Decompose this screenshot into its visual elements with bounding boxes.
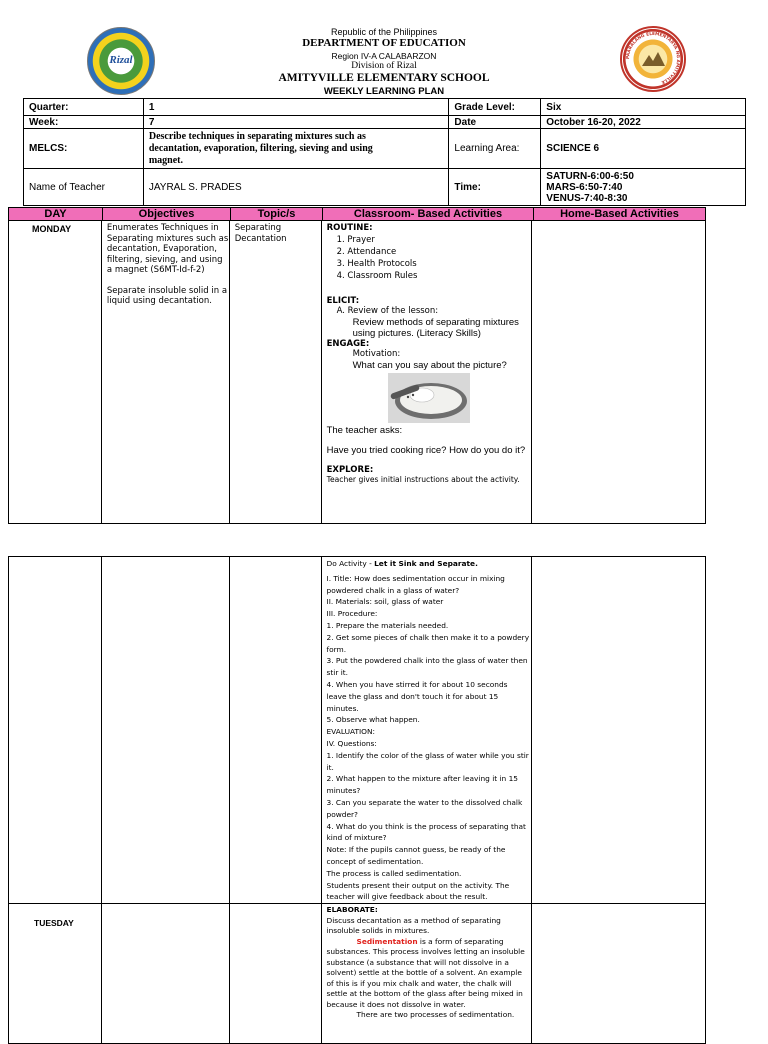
routine-list (327, 234, 532, 282)
routine-title: ROUTINE: (326, 223, 373, 233)
time-saturn: SATURN-6:00-6:50 (546, 170, 634, 182)
activity-line: 3. Can you separate the water to the dissolved chalk powder? (326, 797, 523, 819)
sedimentation-paragraph (327, 937, 530, 1011)
grade-label: Grade Level: (449, 99, 541, 116)
elaborate-text: Discuss decantation as a method of separating insoluble solids in mixtures. (326, 915, 501, 936)
continued-day (9, 557, 102, 904)
time-label: Time: (449, 169, 541, 206)
explore-text: Teacher gives initial instructions about the activity. (326, 475, 520, 484)
monday-home (532, 221, 706, 524)
republic-line: Republic of the Philippines (330, 27, 438, 37)
activity-line: 1. Prepare the materials needed. (326, 620, 449, 630)
tuesday-topics (229, 904, 321, 1044)
plan-title: WEEKLY LEARNING PLAN (323, 86, 445, 97)
teacher-asks: The teacher asks: (326, 424, 403, 436)
activity-line: 2. What happen to the mixture after leaving it in 15 minutes? (326, 774, 518, 796)
melcs-label: MELCS: (24, 129, 144, 169)
explore-title: EXPLORE: (326, 464, 374, 475)
activity-line: 5. Observe what happen. (326, 715, 420, 725)
activity-line: 4. When you have stirred it for about 10 seconds leave the glass and don't touch it for about 15 minutes. (326, 679, 508, 713)
date-value: October 16-20, 2022 (541, 116, 746, 129)
sedimentation-text: is a form of separating substances. This process involves letting an insoluble substance (a substance that will not dissolve in a solvent) settle at the bottle of a solvent. An example of this is if you mix chalk and water, the chalk will settle at the bottom of the glass after being mixed in because it does not dissolve in water. (326, 936, 525, 1009)
melcs-value: Describe techniques in separating mixtures such as decantation, evaporation, filtering, sieving and using magnet. (143, 129, 449, 169)
elaborate-title: ELABORATE: (326, 905, 378, 915)
grade-value: Six (541, 99, 746, 116)
division-line: Division of Rizal (351, 61, 417, 71)
time-venus: VENUS-7:40-8:30 (546, 192, 628, 204)
time-values (541, 169, 746, 206)
col-objectives: Objectives (102, 208, 230, 220)
activity-line: Note: If the pupils cannot guess, be ready of the concept of sedimentation. (326, 845, 506, 866)
continued-table (8, 556, 706, 1044)
activity-line: III. Procedure: (326, 609, 378, 619)
activity-prefix: Do Activity - (326, 559, 375, 568)
area-label: Learning Area: (449, 129, 541, 169)
topic-2: Decantation (234, 233, 287, 244)
monday-topics (229, 221, 321, 524)
engage-title: ENGAGE: (326, 338, 370, 349)
school-name: AMITYVILLE ELEMENTARY SCHOOL (278, 72, 490, 84)
elicit-a: A. Review of the lesson: (336, 306, 439, 316)
col-day: DAY (44, 208, 67, 220)
department-line: DEPARTMENT OF EDUCATION (302, 37, 466, 49)
time-mars: MARS-6:50-7:40 (546, 181, 623, 193)
elicit-title: ELICIT: (326, 295, 360, 306)
monday-objectives (101, 221, 229, 524)
continued-topics (229, 557, 321, 904)
continued-objectives (101, 557, 229, 904)
tuesday-label: TUESDAY (34, 918, 74, 929)
continued-home (532, 557, 706, 904)
elicit-text: Review methods of separating mixtures using pictures. (Literacy Skills) (352, 316, 519, 339)
routine-item: 4. Classroom Rules (336, 270, 418, 281)
week-label: Week: (24, 116, 144, 129)
tuesday-objectives (101, 904, 229, 1044)
svg-text:PAARALANG ELEMENTARYA NG AMITY: PAARALANG ELEMENTARYA NG AMITYVILLE (625, 31, 681, 85)
activity-line: IV. Questions: (326, 738, 377, 748)
quarter-label: Quarter: (24, 99, 144, 116)
division-logo-text: Rizal (109, 54, 133, 66)
activity-line: II. Materials: soil, glass of water (326, 597, 444, 607)
activity-line: 4. What do you think is the process of separating that kind of mixture? (326, 821, 526, 843)
region-line: Region IV-A CALABARZON (331, 51, 437, 61)
area-value: SCIENCE 6 (541, 129, 746, 169)
date-label: Date (449, 116, 541, 129)
activity-heading (327, 558, 530, 570)
activity-line: Students present their output on the activity. The teacher will give feedback about the result. (326, 880, 510, 902)
activity-line: 2. Get some pieces of chalk then make it to a powdery form. (326, 632, 530, 654)
routine-item: 3. Health Protocols (336, 258, 417, 269)
topic-1: Separating (234, 223, 282, 233)
activity-line: The process is called sedimentation. (326, 868, 462, 878)
monday-table (8, 220, 706, 524)
motivation-question: What can you say about the picture? (352, 359, 507, 371)
motivation-label: Motivation: (352, 349, 401, 359)
continued-classroom (321, 557, 532, 904)
activity-line: EVALUATION: (326, 727, 375, 737)
info-table (23, 98, 746, 206)
sedimentation-word: Sedimentation (356, 936, 418, 946)
activity-line: I. Title: How does sedimentation occur in mixing powdered chalk in a glass of water? (326, 573, 505, 595)
two-processes: There are two processes of sedimentation. (356, 1010, 515, 1020)
teacher-label: Name of Teacher (24, 169, 144, 206)
monday-classroom (321, 221, 532, 524)
rice-question: Have you tried cooking rice? How do you do it? (326, 444, 526, 456)
monday-label: MONDAY (32, 224, 72, 234)
objective-2: Separate insoluble solid in a liquid using decantation. (106, 285, 228, 306)
activity-line: 1. Identify the color of the glass of water while you stir it. (326, 750, 529, 772)
col-home: Home-Based Activities (533, 208, 705, 220)
routine-item: 1. Prayer (336, 234, 375, 245)
col-classroom: Classroom- Based Activities (322, 208, 533, 220)
rice-pot-image (388, 373, 470, 423)
activity-title: Let it Sink and Separate. (374, 559, 478, 568)
tuesday-classroom (321, 904, 532, 1044)
tuesday-day (9, 904, 102, 1044)
objective-1: Enumerates Techniques in Separating mixtures such as decantation, Evaporation, filtering, sieving, and using a magnet (S6MT-Id-f-2) (106, 223, 229, 275)
routine-item: 2. Attendance (336, 246, 397, 257)
tuesday-home (532, 904, 706, 1044)
col-topics: Topic/s (230, 208, 322, 220)
monday-day (9, 221, 102, 524)
quarter-value: 1 (143, 99, 449, 116)
activity-line: 3. Put the powdered chalk into the glass of water then stir it. (326, 656, 528, 678)
teacher-value: JAYRAL S. PRADES (143, 169, 449, 206)
column-header-bar (8, 207, 706, 221)
week-value: 7 (143, 116, 449, 129)
